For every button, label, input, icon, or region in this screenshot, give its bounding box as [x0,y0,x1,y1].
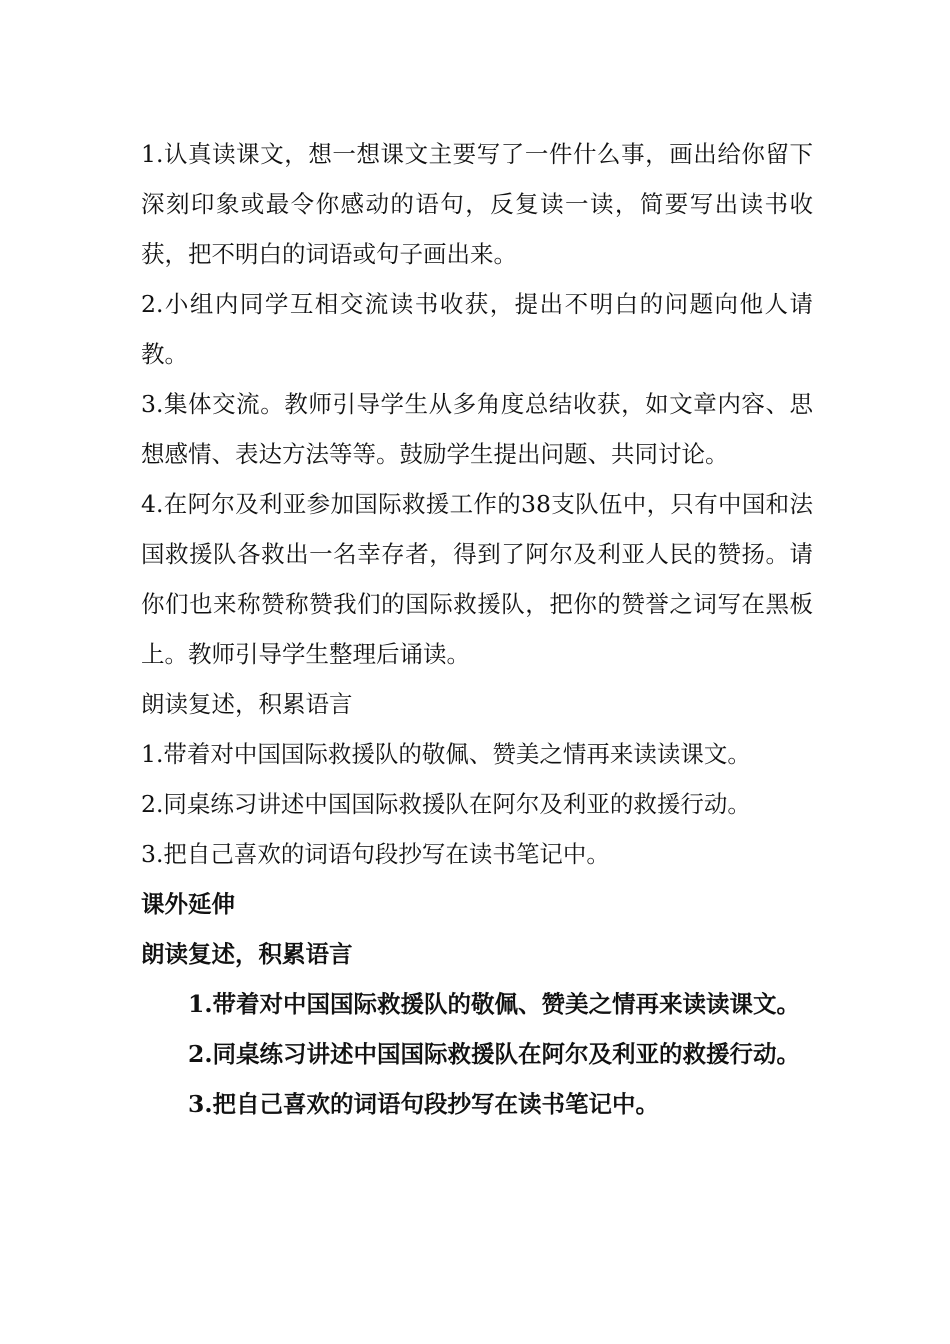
paragraph-step-3: 3.集体交流。教师引导学生从多角度总结收获，如文章内容、思想感情、表达方法等等。鼓励学生提出问题、共同讨论。 [141,390,813,468]
document-body [141,129,813,1129]
reading-item-2: 2.同桌练习讲述中国国际救援队在阿尔及利亚的救援行动。 [141,790,751,818]
reading-item-1: 1.带着对中国国际救援队的敬佩、赞美之情再来读读课文。 [141,740,751,768]
extension-subheading: 朗读复述，积累语言 [141,940,353,968]
extension-item-3: 3.把自己喜欢的词语句段抄写在读书笔记中。 [188,1090,660,1118]
paragraph-step-4: 4.在阿尔及利亚参加国际救援工作的38支队伍中，只有中国和法国救援队各救出一名幸存者，得到了阿尔及利亚人民的赞扬。请你们也来称赞称赞我们的国际救援队，把你的赞誉之词写在黑板上。教师引导学生整理后诵读。 [141,490,813,668]
extension-item-1: 1.带着对中国国际救援队的敬佩、赞美之情再来读读课文。 [188,990,801,1018]
extension-heading: 课外延伸 [141,890,235,918]
paragraph-step-2: 2.小组内同学互相交流读书收获，提出不明白的问题向他人请教。 [141,290,813,368]
section-heading-reading: 朗读复述，积累语言 [141,690,353,718]
paragraph-step-1: 1.认真读课文，想一想课文主要写了一件什么事，画出给你留下深刻印象或最令你感动的语句，反复读一读，简要写出读书收获，把不明白的词语或句子画出来。 [141,140,813,268]
reading-item-3: 3.把自己喜欢的词语句段抄写在读书笔记中。 [141,840,610,868]
extension-item-2: 2.同桌练习讲述中国国际救援队在阿尔及利亚的救援行动。 [188,1040,801,1068]
